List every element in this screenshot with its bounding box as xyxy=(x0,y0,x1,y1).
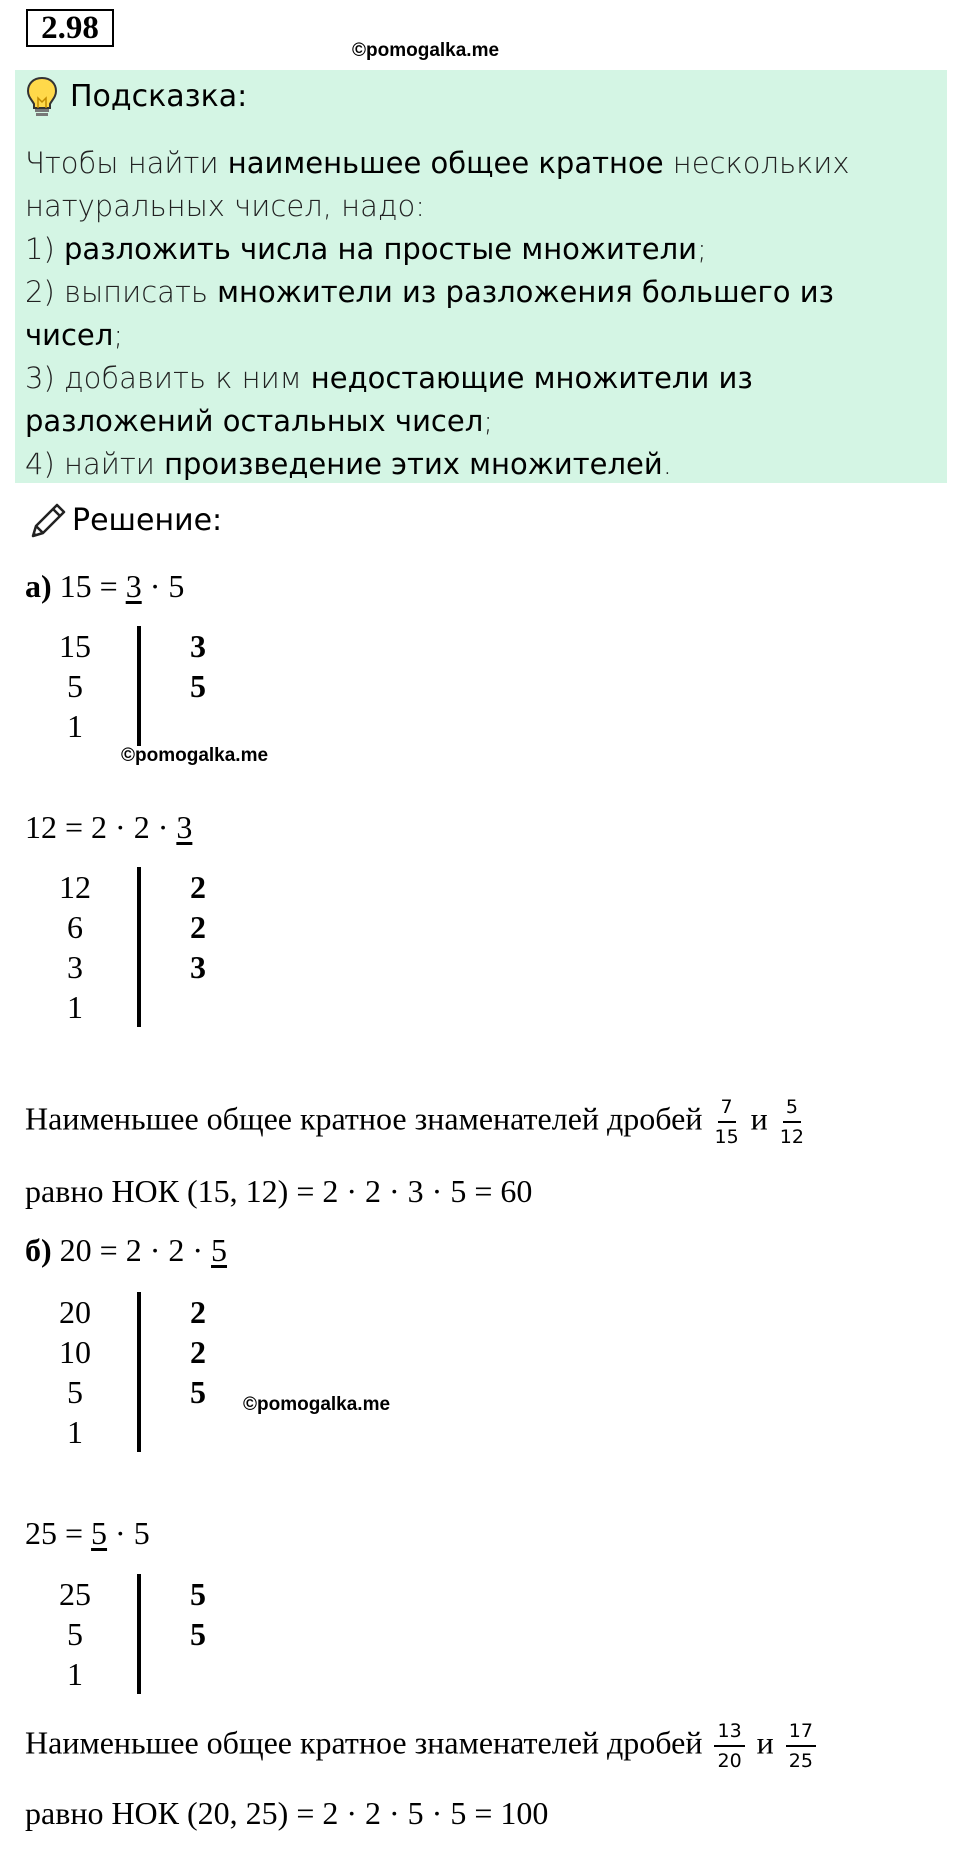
eq-b-2: 25 = 5 · 5 xyxy=(25,1515,150,1551)
lcm-result-a: равно НОК (15, 12) = 2 · 2 · 3 · 5 = 60 xyxy=(25,1173,533,1209)
problem-number: 2.98 xyxy=(26,9,114,47)
solution-title: Решение: xyxy=(72,503,223,538)
factor-table-15: 15 5 1 3 5 xyxy=(59,628,206,744)
fraction-17-25: $\frac{17}{25}$ xyxy=(786,1720,816,1772)
hint-step-4: 4) найти произведение этих множителей. xyxy=(25,447,672,481)
hint-text xyxy=(25,142,940,486)
watermark: ©pomogalka.me xyxy=(352,40,500,61)
hint-step-2: 2) выписать множители из разложения большего из чисел; xyxy=(25,275,834,352)
watermark: ©pomogalka.me xyxy=(243,1394,391,1415)
lightbulb-icon xyxy=(26,76,58,118)
hint-title: Подсказка: xyxy=(70,79,248,114)
factor-table-25: 25 5 1 5 5 xyxy=(59,1576,206,1692)
factor-table-20: 20 10 5 1 2 2 5 xyxy=(59,1294,206,1450)
watermark: ©pomogalka.me xyxy=(121,745,269,766)
lcm-result-b: равно НОК (20, 25) = 2 · 2 · 5 · 5 = 100 xyxy=(25,1795,549,1831)
hint-step-3: 3) добавить к ним недостающие множители из разложений остальных чисел; xyxy=(25,361,753,438)
fraction-5-12: $\frac{5}{12}$ xyxy=(779,1096,804,1148)
factor-table-12: 12 6 3 1 2 2 3 xyxy=(59,869,206,1025)
eq-a-1: а) 15 = 3 · 5 xyxy=(25,568,185,604)
eq-a-2: 12 = 2 · 2 · 3 xyxy=(25,809,193,845)
hint-step-1: 1) разложить числа на простые множители; xyxy=(25,232,707,266)
lcm-statement-b: Наименьшее общее кратное знаменателей дробей $\frac{13}{20}$ и $\frac{17}{25}$ xyxy=(25,1720,820,1772)
lcm-statement-a: Наименьшее общее кратное знаменателей дробей $\frac{7}{15}$ и $\frac{5}{12}$ xyxy=(25,1096,804,1148)
hint-intro: Чтобы найти наименьшее общее кратное нескольких натуральных чисел, надо: xyxy=(25,146,850,223)
fraction-7-15: $\frac{7}{15}$ xyxy=(714,1096,739,1148)
pencil-icon xyxy=(27,500,69,542)
eq-b-1: б) 20 = 2 · 2 · 5 xyxy=(25,1232,228,1268)
fraction-13-20: $\frac{13}{20}$ xyxy=(714,1720,744,1772)
